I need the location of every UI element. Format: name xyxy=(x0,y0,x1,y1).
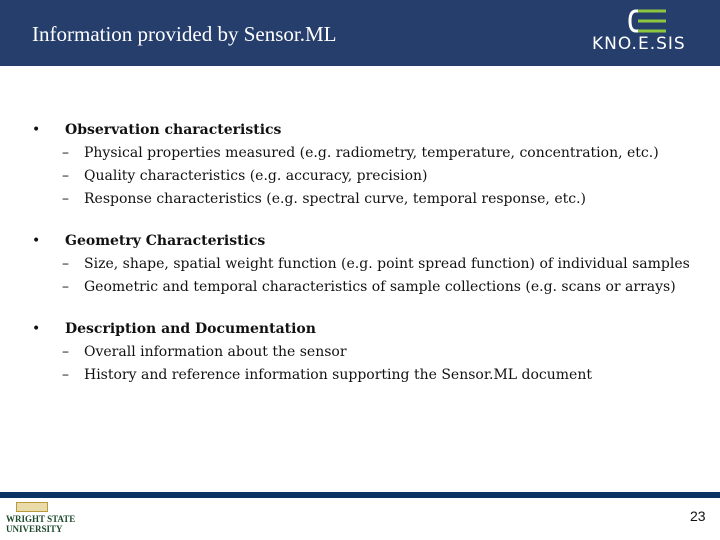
bullet-geometry: • Geometry Characteristics xyxy=(32,233,266,249)
knoesis-wordmark: KNO.E.SIS xyxy=(592,34,686,54)
sub-item: – Quality characteristics (e.g. accuracy, precision) xyxy=(62,168,428,184)
page-number: 23 xyxy=(690,508,706,524)
sub-item: – Response characteristics (e.g. spectral curve, temporal response, etc.) xyxy=(62,191,586,207)
sub-item: – Geometric and temporal characteristics of sample collections (e.g. scans or arrays) xyxy=(62,279,676,295)
sub-item: – Size, shape, spatial weight function (e.g. point spread function) of individual samples xyxy=(62,256,690,272)
slide-title: Information provided by Sensor.ML xyxy=(32,22,337,46)
knoesis-logo xyxy=(590,6,710,56)
sub-item: – Overall information about the sensor xyxy=(62,344,347,360)
slide-body xyxy=(0,118,720,387)
wright-flyer-icon xyxy=(16,502,48,512)
footer-divider xyxy=(0,492,720,498)
slide-header xyxy=(0,0,720,66)
sub-item: – History and reference information supporting the Sensor.ML document xyxy=(62,367,592,383)
sub-item: – Physical properties measured (e.g. radiometry, temperature, concentration, etc.) xyxy=(62,145,659,161)
bullet-description: • Description and Documentation xyxy=(32,321,316,337)
wright-state-logo: WRIGHT STATE UNIVERSITY xyxy=(6,502,76,534)
bullet-observation: • Observation characteristics xyxy=(32,122,282,138)
knoesis-mark-icon xyxy=(628,8,668,34)
